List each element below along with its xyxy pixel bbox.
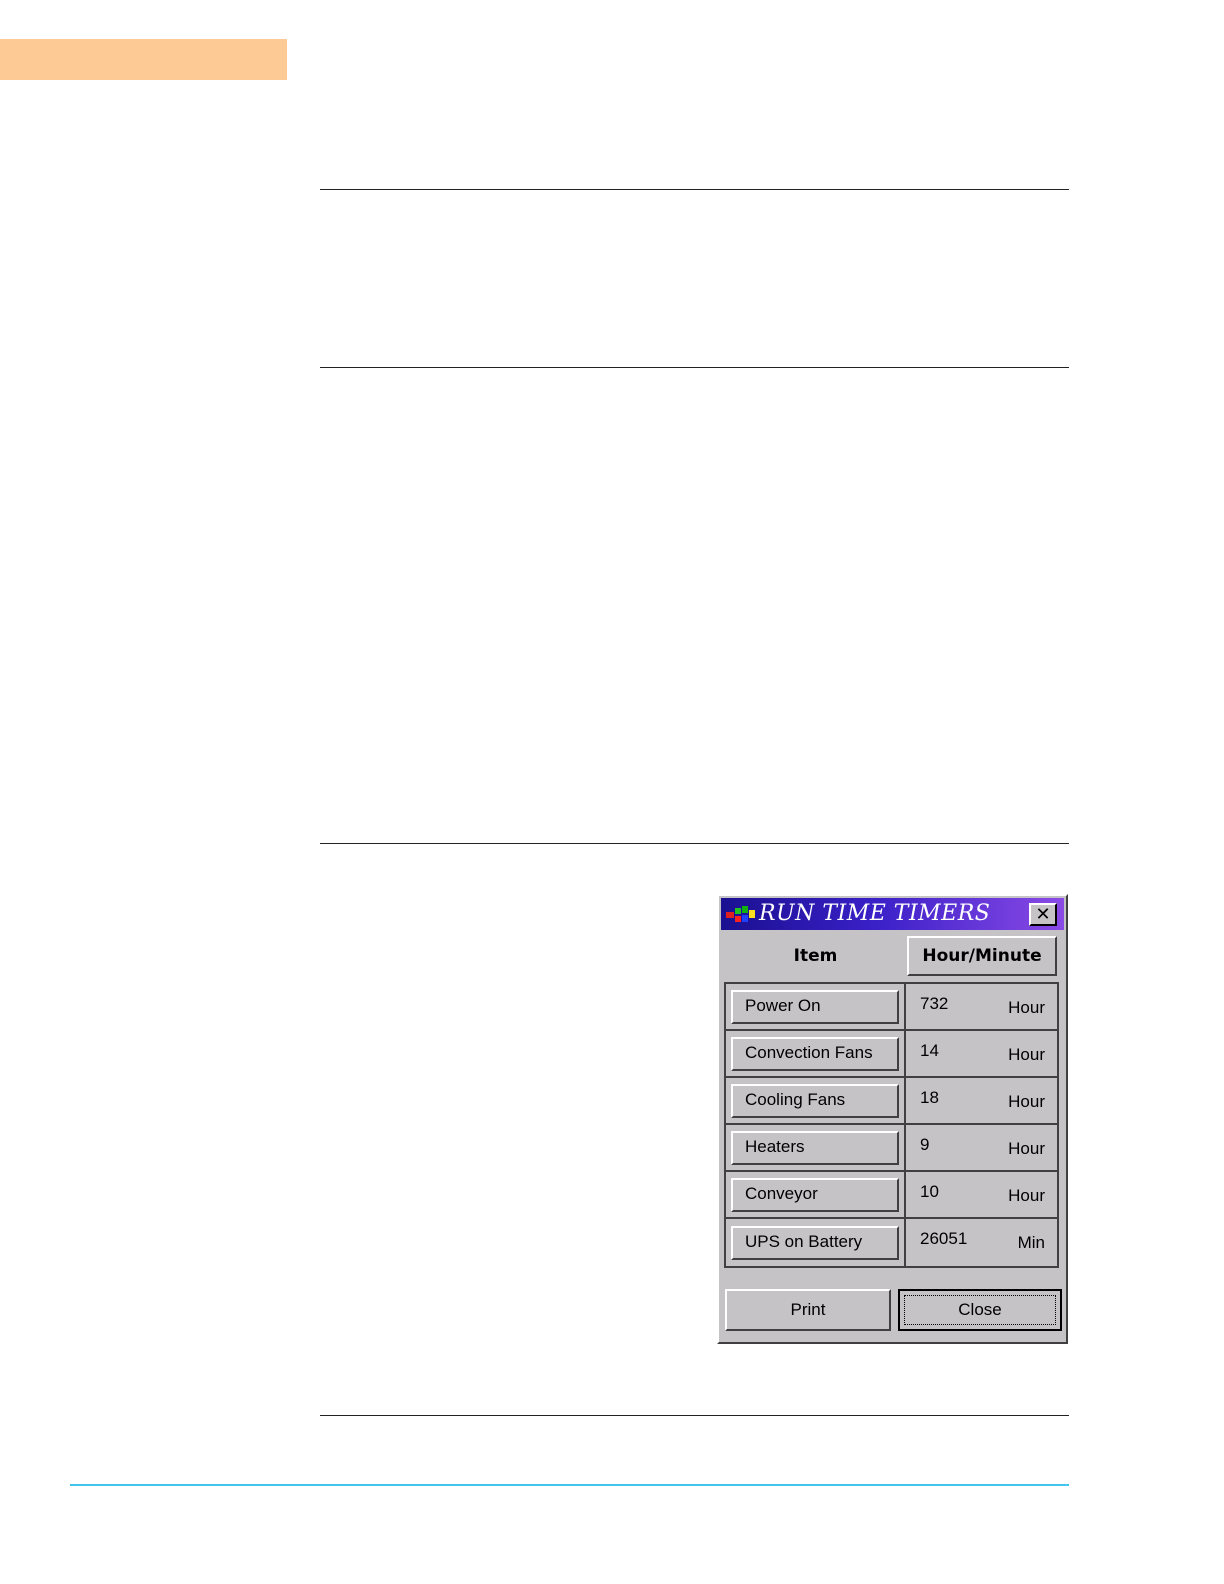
divider-3	[320, 843, 1069, 844]
item-cell	[726, 1172, 906, 1217]
close-icon[interactable]: ✕	[1029, 903, 1057, 926]
item-cell	[726, 1125, 906, 1170]
value-cell	[906, 1172, 1057, 1217]
item-cell	[726, 1078, 906, 1123]
item-button-ups-on-battery[interactable]: UPS on Battery	[731, 1226, 899, 1260]
table-row	[726, 1125, 1057, 1172]
timer-unit: Hour	[1008, 1045, 1045, 1064]
item-button-heaters[interactable]: Heaters	[731, 1131, 899, 1165]
timer-unit: Min	[1017, 1233, 1045, 1252]
value-cell	[906, 1031, 1057, 1076]
value-cell	[906, 1219, 1057, 1266]
item-button-cooling-fans[interactable]: Cooling Fans	[731, 1084, 899, 1118]
item-cell	[726, 1031, 906, 1076]
item-cell	[726, 984, 906, 1029]
timer-unit: Hour	[1008, 998, 1045, 1017]
app-icon	[726, 906, 756, 924]
divider-4	[320, 1415, 1069, 1416]
value-cell	[906, 984, 1057, 1029]
close-button[interactable]	[898, 1289, 1062, 1331]
divider-2	[320, 367, 1069, 368]
column-header-item: Item	[793, 946, 838, 966]
table-row	[726, 1031, 1057, 1078]
timer-value: 18	[920, 1088, 939, 1107]
close-button-label: Close	[904, 1295, 1056, 1325]
timer-value: 9	[920, 1135, 930, 1154]
table-row	[726, 1078, 1057, 1125]
item-button-conveyor[interactable]: Conveyor	[731, 1178, 899, 1212]
timer-value: 10	[920, 1182, 939, 1201]
timers-table	[724, 982, 1059, 1268]
dialog-title: RUN TIME TIMERS	[759, 901, 991, 926]
timer-unit: Hour	[1008, 1186, 1045, 1205]
run-time-timers-dialog	[717, 894, 1068, 1344]
value-cell	[906, 1078, 1057, 1123]
timer-unit: Hour	[1008, 1092, 1045, 1111]
table-row	[726, 1172, 1057, 1219]
timer-value: 26051	[920, 1229, 968, 1248]
section-tab-block	[0, 39, 287, 80]
timer-value: 14	[920, 1041, 939, 1060]
timer-value: 732	[920, 994, 949, 1013]
item-cell	[726, 1219, 906, 1266]
item-button-power-on[interactable]: Power On	[731, 990, 899, 1024]
value-cell	[906, 1125, 1057, 1170]
print-button[interactable]: Print	[725, 1289, 891, 1331]
timer-unit: Hour	[1008, 1139, 1045, 1158]
column-header-hour-minute[interactable]: Hour/Minute	[907, 936, 1057, 976]
dialog-titlebar[interactable]	[721, 898, 1064, 930]
item-button-convection-fans[interactable]: Convection Fans	[731, 1037, 899, 1071]
table-row	[726, 984, 1057, 1031]
footer-rule	[70, 1484, 1069, 1486]
table-row	[726, 1219, 1057, 1266]
divider-1	[320, 189, 1069, 190]
